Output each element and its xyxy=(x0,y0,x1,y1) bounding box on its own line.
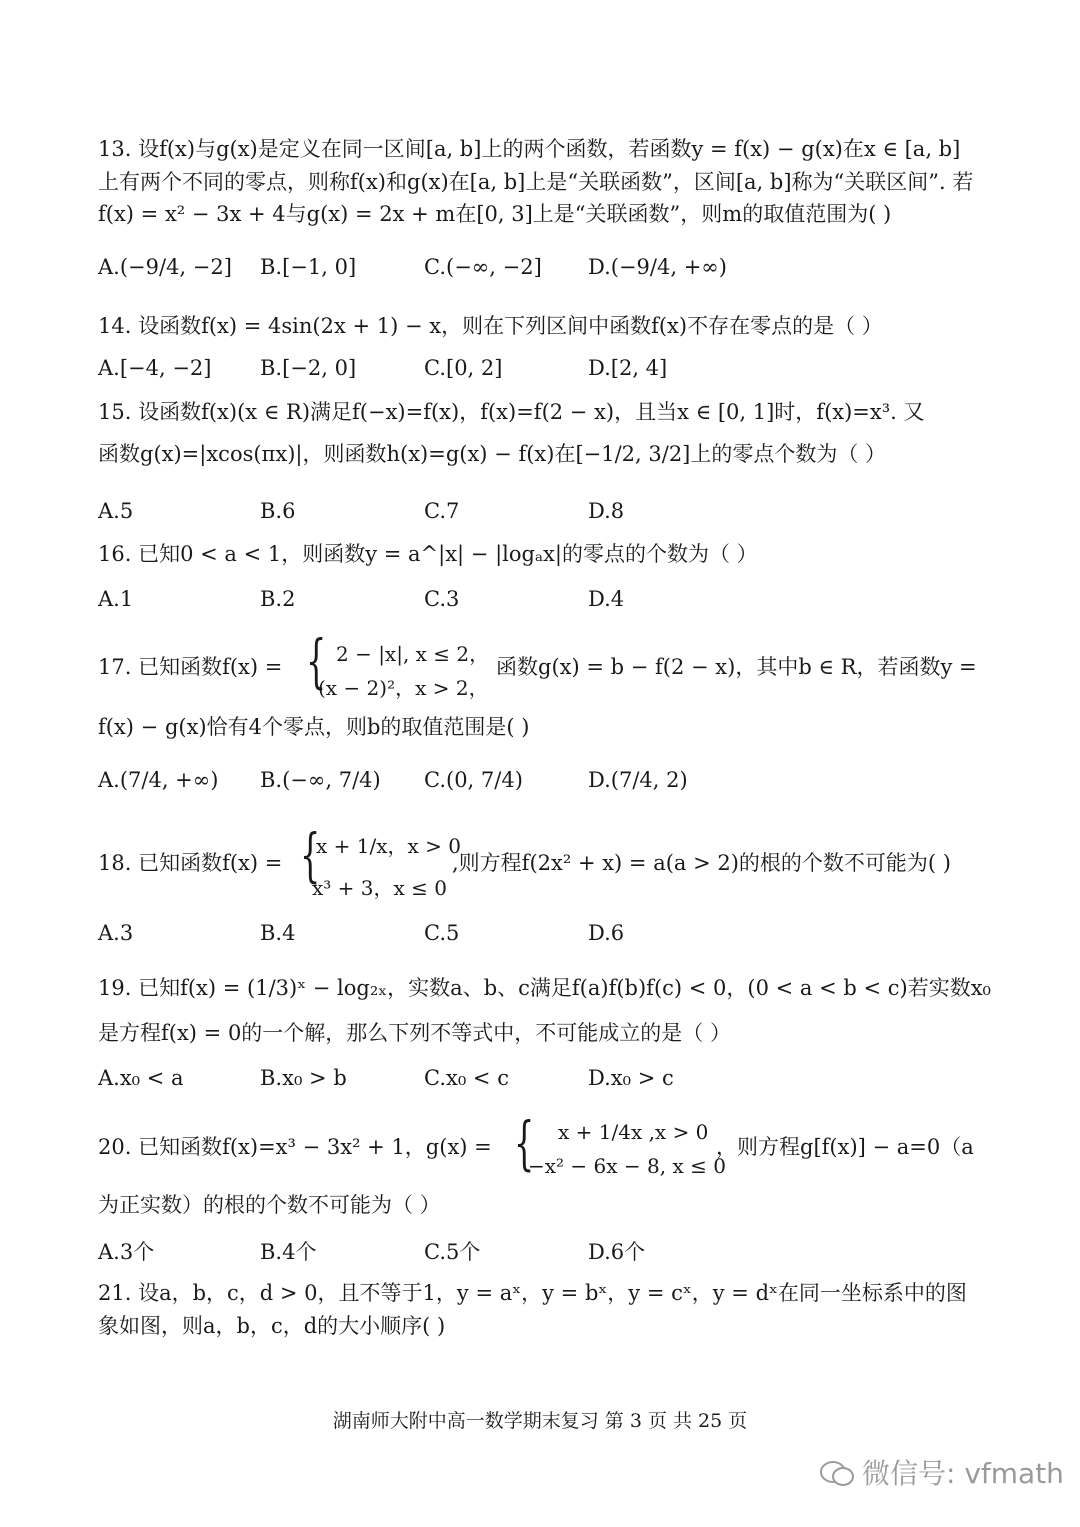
q17-option-d: D.(7/4, 2) xyxy=(588,768,688,792)
q15-line-2: 函数g(x)=|xcos(πx)|，则函数h(x)=g(x) − f(x)在[−1/2, 3/2]上的零点个数为（ ） xyxy=(98,442,887,466)
q14-option-d: D.[2, 4] xyxy=(588,356,668,380)
q17-option-a: A.(7/4, +∞) xyxy=(98,768,219,792)
q19-option-a: A.x₀ < a xyxy=(98,1066,184,1090)
q14-option-a: A.[−4, −2] xyxy=(98,356,212,380)
q14-option-b: B.[−2, 0] xyxy=(260,356,357,380)
q14-option-c: C.[0, 2] xyxy=(424,356,503,380)
q16-option-d: D.4 xyxy=(588,587,625,611)
q18-prefix: 18. 已知函数f(x) = xyxy=(98,851,283,875)
q13-line-1: 13. 设f(x)与g(x)是定义在同一区间[a, b]上的两个函数，若函数y = f(x) − g(x)在x ∈ [a, b] xyxy=(98,137,961,161)
q20-option-d: D.6个 xyxy=(588,1240,646,1264)
q16-line-1: 16. 已知0 < a < 1，则函数y = a^|x| − |logₐx|的零点的个数为（ ） xyxy=(98,542,758,566)
q17-brace: { xyxy=(306,627,327,695)
q19-option-d: D.x₀ > c xyxy=(588,1066,674,1090)
q20-case-1: x + 1/4x ,x > 0 xyxy=(558,1120,709,1144)
q15-option-a: A.5 xyxy=(98,499,134,523)
q15-option-d: D.8 xyxy=(588,499,625,523)
q20-option-c: C.5个 xyxy=(424,1240,481,1264)
q15-line-1: 15. 设函数f(x)(x ∈ R)满足f(−x)=f(x)，f(x)=f(2 − x)，且当x ∈ [0, 1]时，f(x)=x³. 又 xyxy=(98,400,925,424)
q18-brace: { xyxy=(300,821,321,889)
q13-line-3: f(x) = x² − 3x + 4与g(x) = 2x + m在[0, 3]上是“关联函数”，则m的取值范围为( ) xyxy=(98,202,892,226)
q17-case-1: 2 − |x|, x ≤ 2， xyxy=(336,642,490,666)
q20-brace: { xyxy=(514,1109,535,1177)
q19-line-1: 19. 已知f(x) = (1/3)ˣ − log₂ₓ，实数a、b、c满足f(a)f(b)f(c) < 0，(0 < a < b < c)若实数x₀ xyxy=(98,976,991,1000)
q17-line-2: f(x) − g(x)恰有4个零点，则b的取值范围是( ) xyxy=(98,715,530,739)
q15-option-b: B.6 xyxy=(260,499,296,523)
q13-line-2: 上有两个不同的零点，则称f(x)和g(x)在[a, b]上是“关联函数”，区间[a, b]称为“关联区间”. 若 xyxy=(98,170,974,194)
q18-case-1: x + 1/x，x > 0 xyxy=(316,834,461,858)
q18-case-2: x³ + 3，x ≤ 0 xyxy=(312,876,447,900)
q17-option-b: B.(−∞, 7/4) xyxy=(260,768,381,792)
q17-case-2: (x − 2)²，x > 2， xyxy=(318,676,489,700)
q17-suffix: 函数g(x) = b − f(2 − x)，其中b ∈ R，若函数y = xyxy=(496,655,977,679)
q19-option-c: C.x₀ < c xyxy=(424,1066,509,1090)
q18-suffix: ,则方程f(2x² + x) = a(a > 2)的根的个数不可能为( ) xyxy=(452,851,951,875)
page-footer: 湖南师大附中高一数学期末复习 第 3 页 共 25 页 xyxy=(332,1410,748,1432)
q20-prefix: 20. 已知函数f(x)=x³ − 3x² + 1，g(x) = xyxy=(98,1135,492,1159)
q13-option-a: A.(−9/4, −2] xyxy=(98,255,232,279)
q16-option-b: B.2 xyxy=(260,587,296,611)
q18-option-a: A.3 xyxy=(98,921,134,945)
q13-option-c: C.(−∞, −2] xyxy=(424,255,542,279)
watermark xyxy=(820,1452,1064,1492)
q14-line-1: 14. 设函数f(x) = 4sin(2x + 1) − x，则在下列区间中函数f(x)不存在零点的是（ ） xyxy=(98,314,883,338)
q16-option-c: C.3 xyxy=(424,587,460,611)
q20-case-2: −x² − 6x − 8, x ≤ 0 xyxy=(528,1154,726,1178)
q18-option-b: B.4 xyxy=(260,921,296,945)
q20-option-b: B.4个 xyxy=(260,1240,317,1264)
q20-line-2: 为正实数）的根的个数不可能为（ ） xyxy=(98,1193,441,1217)
q18-option-d: D.6 xyxy=(588,921,625,945)
q17-prefix: 17. 已知函数f(x) = xyxy=(98,655,283,679)
q20-suffix: ，则方程g[f(x)] − a=0（a xyxy=(716,1135,974,1159)
watermark-text: 微信号: vfmath xyxy=(862,1457,1064,1490)
q16-option-a: A.1 xyxy=(98,587,134,611)
q15-option-c: C.7 xyxy=(424,499,460,523)
q13-option-b: B.[−1, 0] xyxy=(260,255,357,279)
q19-option-b: B.x₀ > b xyxy=(260,1066,347,1090)
q21-line-1: 21. 设a，b，c，d > 0，且不等于1，y = aˣ，y = bˣ，y = cˣ，y = dˣ在同一坐标系中的图 xyxy=(98,1281,967,1305)
q18-option-c: C.5 xyxy=(424,921,460,945)
q17-option-c: C.(0, 7/4) xyxy=(424,768,523,792)
q21-line-2: 象如图，则a，b，c，d的大小顺序( ) xyxy=(98,1314,446,1338)
q19-line-2: 是方程f(x) = 0的一个解，那么下列不等式中，不可能成立的是（ ） xyxy=(98,1021,731,1045)
q13-option-d: D.(−9/4, +∞) xyxy=(588,255,727,279)
q20-option-a: A.3个 xyxy=(98,1240,155,1264)
wechat-icon xyxy=(820,1459,854,1485)
